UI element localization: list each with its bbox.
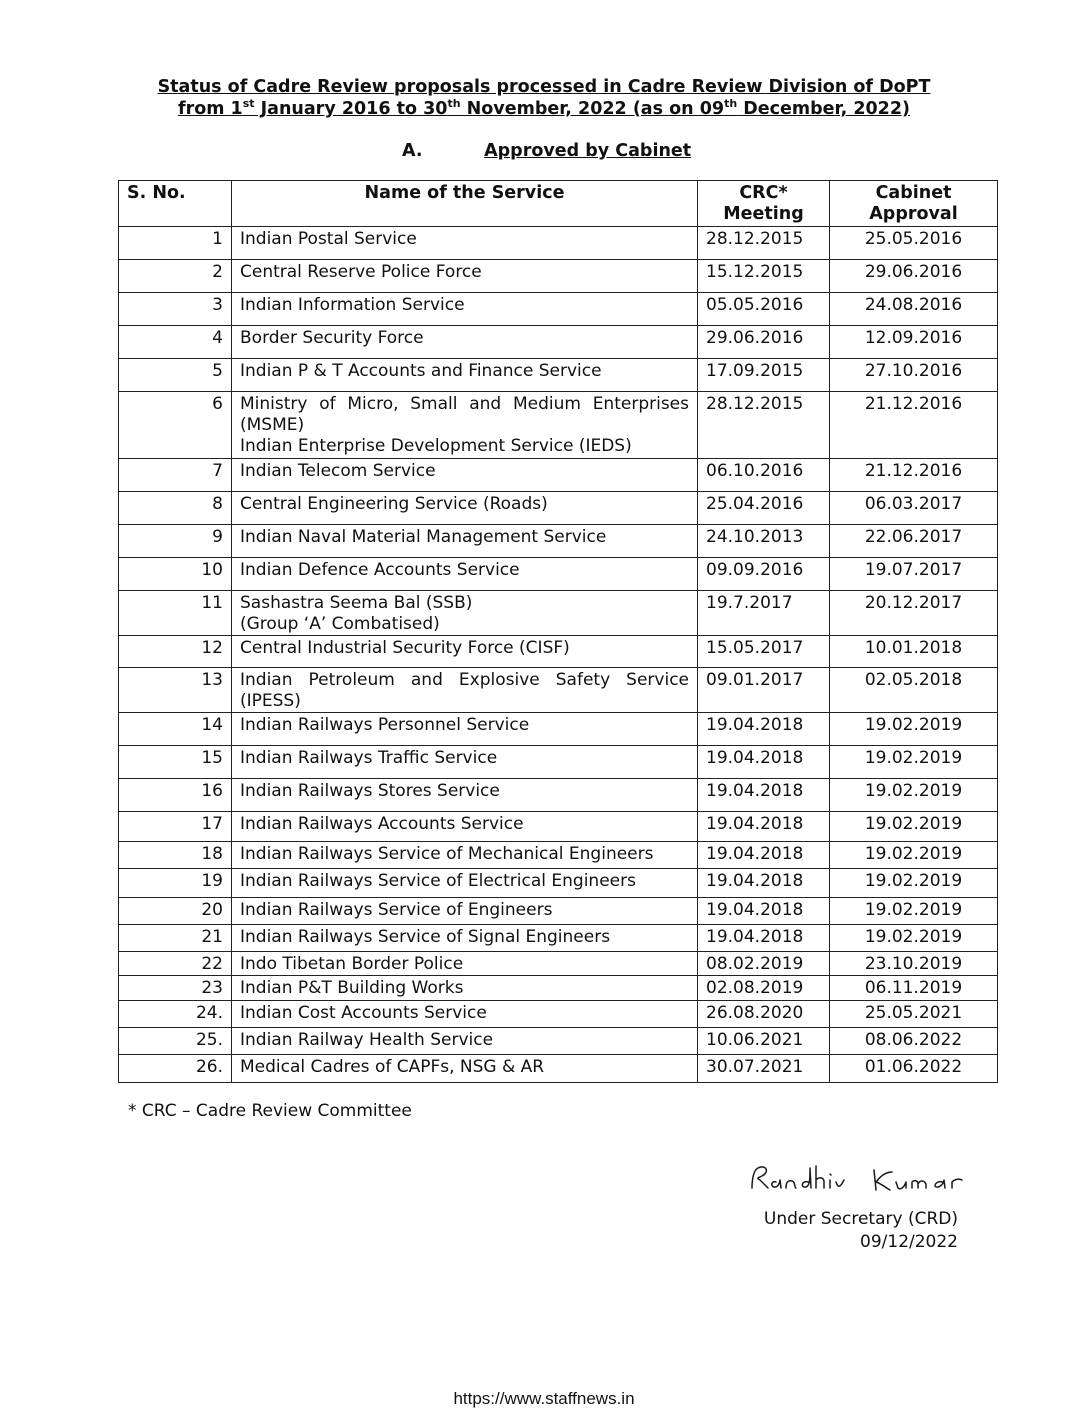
handwritten-signature	[746, 1160, 976, 1200]
table-row: 16 Indian Railways Stores Service 19.04.2018 19.02.2019	[119, 779, 998, 812]
table-row: 6 Ministry of Micro, Small and Medium Enterprises (MSME) Indian Enterprise Development Service (IEDS) 28.12.2015 21.12.2016	[119, 392, 998, 459]
section-letter: A.	[402, 141, 423, 161]
table-row: 5 Indian P & T Accounts and Finance Service 17.09.2015 27.10.2016	[119, 359, 998, 392]
title-line-2: from 1st January 2016 to 30th November, 2022 (as on 09th December, 2022)	[177, 97, 911, 119]
table-row: 13 Indian Petroleum and Explosive Safety Service (IPESS) 09.01.2017 02.05.2018	[119, 668, 998, 713]
header-crc-meeting: CRC* Meeting	[698, 181, 830, 227]
title-line-1: Status of Cadre Review proposals processed in Cadre Review Division of DoPT	[157, 77, 931, 97]
table-row: 19 Indian Railways Service of Electrical Engineers 19.04.2018 19.02.2019	[119, 869, 998, 898]
table-row: 10 Indian Defence Accounts Service 09.09.2016 19.07.2017	[119, 558, 998, 591]
header-service-name: Name of the Service	[232, 181, 698, 227]
table-body	[119, 227, 998, 1083]
table-row: 11 Sashastra Seema Bal (SSB) (Group ‘A’ Combatised) 19.7.2017 20.12.2017	[119, 591, 998, 636]
header-cabinet-approval: Cabinet Approval	[830, 181, 998, 227]
signatory-designation: Under Secretary (CRD)	[763, 1209, 958, 1229]
table-row: 3 Indian Information Service 05.05.2016 24.08.2016	[119, 293, 998, 326]
document-title	[0, 76, 1088, 120]
table-row: 26. Medical Cadres of CAPFs, NSG & AR 30.07.2021 01.06.2022	[119, 1055, 998, 1083]
cadre-review-table	[118, 180, 998, 1083]
footnote: * CRC – Cadre Review Committee	[128, 1101, 412, 1121]
table-row: 2 Central Reserve Police Force 15.12.2015 29.06.2016	[119, 260, 998, 293]
table-row: 1 Indian Postal Service 28.12.2015 25.05.2016	[119, 227, 998, 260]
table-row: 24. Indian Cost Accounts Service 26.08.2020 25.05.2021	[119, 1001, 998, 1028]
table-row: 17 Indian Railways Accounts Service 19.04.2018 19.02.2019	[119, 812, 998, 842]
table-row: 23 Indian P&T Building Works 02.08.2019 06.11.2019	[119, 976, 998, 1001]
table-row: 14 Indian Railways Personnel Service 19.04.2018 19.02.2019	[119, 713, 998, 746]
table-row: 7 Indian Telecom Service 06.10.2016 21.12.2016	[119, 459, 998, 492]
section-heading	[402, 141, 691, 161]
signatory-block	[764, 1208, 958, 1254]
table-row: 12 Central Industrial Security Force (CISF) 15.05.2017 10.01.2018	[119, 636, 998, 668]
table-row: 22 Indo Tibetan Border Police 08.02.2019 23.10.2019	[119, 952, 998, 976]
table-row: 9 Indian Naval Material Management Service 24.10.2013 22.06.2017	[119, 525, 998, 558]
table-row: 18 Indian Railways Service of Mechanical Engineers 19.04.2018 19.02.2019	[119, 842, 998, 869]
table-row: 8 Central Engineering Service (Roads) 25.04.2016 06.03.2017	[119, 492, 998, 525]
table-row: 21 Indian Railways Service of Signal Engineers 19.04.2018 19.02.2019	[119, 925, 998, 952]
table-row: 15 Indian Railways Traffic Service 19.04.2018 19.02.2019	[119, 746, 998, 779]
header-sno: S. No.	[119, 181, 232, 227]
signatory-date: 09/12/2022	[860, 1232, 958, 1252]
section-title: Approved by Cabinet	[484, 141, 692, 161]
table-row: 20 Indian Railways Service of Engineers 19.04.2018 19.02.2019	[119, 898, 998, 925]
table-row: 25. Indian Railway Health Service 10.06.2021 08.06.2022	[119, 1028, 998, 1055]
table-row: 4 Border Security Force 29.06.2016 12.09.2016	[119, 326, 998, 359]
footer-url: https://www.staffnews.in	[453, 1389, 635, 1408]
